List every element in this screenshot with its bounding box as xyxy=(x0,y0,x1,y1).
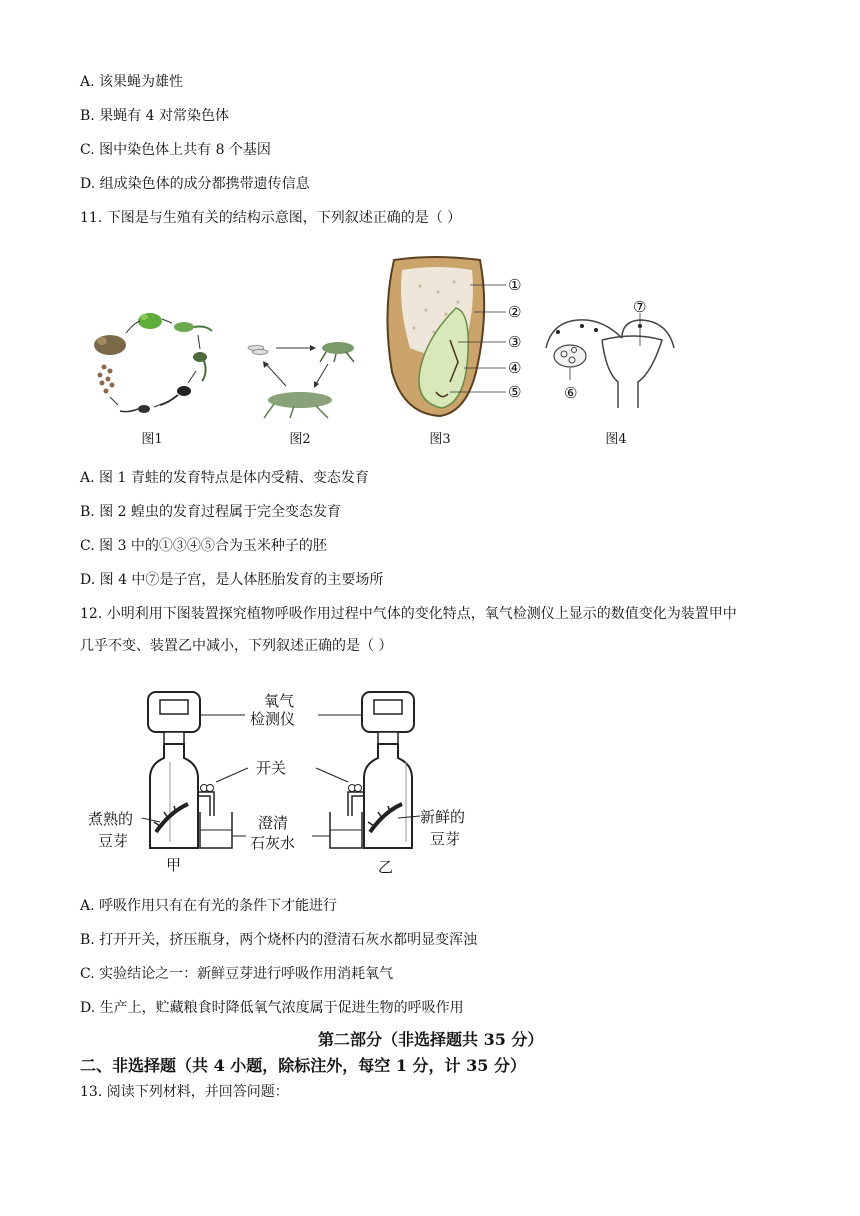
q12-option-a: A. 呼吸作用只有在有光的条件下才能进行 xyxy=(80,898,338,914)
q12-label-yi: 乙 xyxy=(378,858,394,876)
figure-3-label-4: ④ xyxy=(508,359,522,377)
q11-option-c: C. 图 3 中的①③④⑤合为玉米种子的胚 xyxy=(80,538,327,554)
figure-1-caption: 图1 xyxy=(141,432,163,447)
figure-4-female-reproductive-system xyxy=(542,312,678,412)
figure-3-label-1: ① xyxy=(508,276,522,294)
figure-4-label-7: ⑦ xyxy=(633,298,647,316)
q11-option-a: A. 图 1 青蛙的发育特点是体内受精、变态发育 xyxy=(80,470,369,486)
section-2-heading: 二、非选择题（共 4 小题，除标注外，每空 1 分，计 35 分） xyxy=(80,1056,526,1075)
figure-4-caption: 图4 xyxy=(605,432,627,447)
q12-label-fresh-2: 豆芽 xyxy=(430,830,461,848)
figure-3-label-2: ② xyxy=(508,303,522,321)
q10-option-c: C. 图中染色体上共有 8 个基因 xyxy=(80,142,271,158)
q11-option-b: B. 图 2 蝗虫的发育过程属于完全变态发育 xyxy=(80,504,341,520)
q12-label-fresh-1: 新鲜的 xyxy=(420,808,466,826)
q12-label-switch: 开关 xyxy=(256,759,287,777)
q12-option-c: C. 实验结论之一：新鲜豆芽进行呼吸作用消耗氧气 xyxy=(80,966,394,982)
q12-option-b: B. 打开开关，挤压瓶身，两个烧杯内的澄清石灰水都明显变浑浊 xyxy=(80,932,478,948)
q10-option-b: B. 果蝇有 4 对常染色体 xyxy=(80,108,229,124)
q11-stem: 11. 下图是与生殖有关的结构示意图，下列叙述正确的是（ ） xyxy=(80,210,462,226)
q11-option-d: D. 图 4 中⑦是子宫，是人体胚胎发育的主要场所 xyxy=(80,572,384,588)
figure-1-frog-life-cycle xyxy=(88,305,218,420)
figure-2-locust-development xyxy=(246,330,364,420)
q12-option-d: D. 生产上，贮藏粮食时降低氧气浓度属于促进生物的呼吸作用 xyxy=(80,1000,464,1016)
q12-label-cooked-2: 豆芽 xyxy=(98,832,129,850)
figure-4-label-6: ⑥ xyxy=(564,384,578,402)
q13-stem: 13. 阅读下列材料，并回答问题： xyxy=(80,1084,289,1100)
q12-stem-line-2: 几乎不变、装置乙中减小，下列叙述正确的是（ ） xyxy=(80,638,393,654)
q12-label-cooked-1: 煮熟的 xyxy=(88,810,134,828)
q12-label-oxygen: 氧气 xyxy=(264,692,295,710)
q10-option-a: A. 该果蝇为雄性 xyxy=(80,74,184,90)
q12-label-limewater-2: 石灰水 xyxy=(250,834,296,852)
q10-option-d: D. 组成染色体的成分都携带遗传信息 xyxy=(80,176,310,192)
figure-3-caption: 图3 xyxy=(429,432,451,447)
q12-label-jia: 甲 xyxy=(166,856,182,874)
figure-2-caption: 图2 xyxy=(289,432,311,447)
figure-3-label-5: ⑤ xyxy=(508,383,522,401)
part-2-title: 第二部分（非选择题共 35 分） xyxy=(318,1030,544,1049)
q12-stem-line-1: 12. 小明利用下图装置探究植物呼吸作用过程中气体的变化特点，氧气检测仪上显示的数值变化为装置甲中 xyxy=(80,606,737,622)
q12-label-limewater-1: 澄清 xyxy=(258,814,289,832)
figure-3-label-3: ③ xyxy=(508,333,522,351)
q12-label-detector: 检测仪 xyxy=(250,710,296,728)
